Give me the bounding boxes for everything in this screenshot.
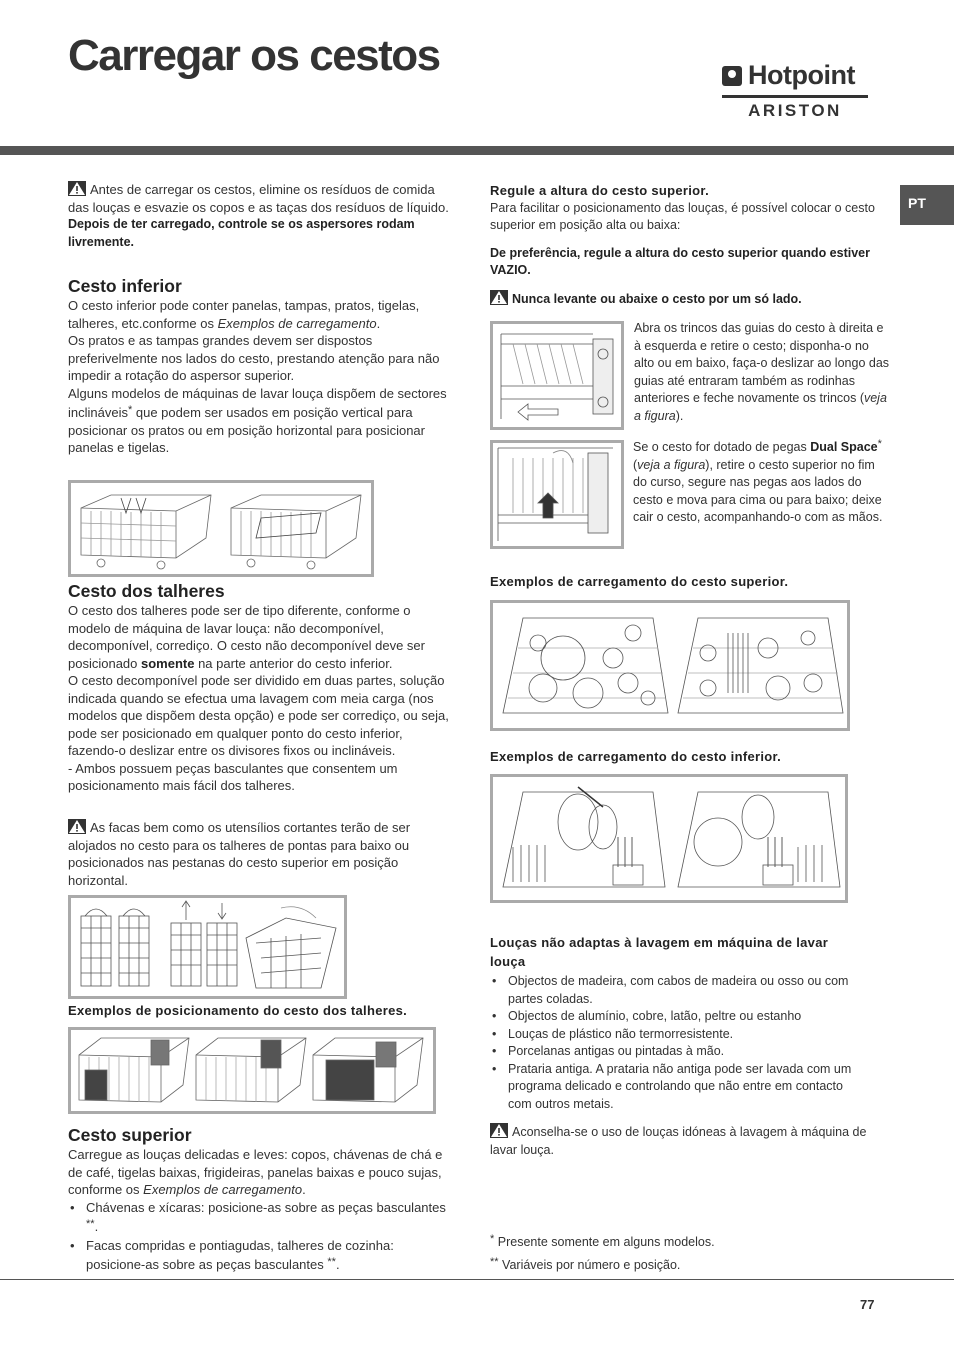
adjust-section (490, 182, 890, 308)
upper-b1-end: . (94, 1219, 99, 1234)
fig2-star: * (877, 438, 882, 450)
fig1-text: Abra os trincos das guias do cesto à direita e à esquerda e retire o cesto; disponha-o no alto ou em baixo, faça-o deslizar ao longo das guias até entraram também as rodinhas anteriores e feche novamente os trincos ( (634, 321, 890, 405)
page-number: 77 (860, 1297, 875, 1312)
upper-b2-star: ** (327, 1256, 336, 1268)
rail-latch-text (634, 320, 892, 425)
upper-examples-caption (490, 573, 890, 591)
lower-basket-figure (68, 480, 374, 577)
footnote1-text: Presente somente em alguns modelos. (497, 1235, 715, 1249)
cutlery-caption (68, 1002, 468, 1020)
logo-brand: Hotpoint (748, 60, 855, 91)
upper-b1-text: Chávenas e xícaras: posicione-as sobre as peças basculantes (86, 1199, 446, 1215)
intro-section (68, 181, 453, 251)
logo-mark-icon (722, 66, 742, 86)
fig2-text-bold: Dual Space (810, 440, 878, 454)
cutlery-warn-text: As facas bem como os utensílios cortantes terão de ser alojados no cesto para os talheres de pontas para baixo ou posicionados nas pestanas do cesto superior em posição horizontal. (68, 820, 411, 888)
upper-bullet-1 (68, 1199, 453, 1236)
cutlery-p2: O cesto decomponível pode ser dividido em duas partes, solução indicada quando se efectua uma lavagem com meia carga (nos modelos que dispõem desta opção) e pode ser corrediço, ou seja, pode ser posicionado em qualquer ponto do cesto inferior, fazendo-o deslizar entre os divisores fixos ou inclináveis. (68, 673, 449, 758)
cutlery-basket-heading: Cesto dos talheres (68, 581, 225, 601)
rail-latch-figure (490, 321, 624, 430)
warning-icon (490, 1123, 508, 1138)
fig2-text-b: ( (633, 457, 638, 472)
unsuitable-item: • Prataria antiga. A prataria não antiga pode ser lavada com um programa delicado e controlando que não entre em contacto com outros metais. (490, 1061, 865, 1114)
lower-examples-caption (490, 748, 890, 766)
unsuitable-heading: Louças não adaptas à lavagem em máquina de lavar louça (490, 935, 829, 969)
unsuitable-item: • Objectos de alumínio, cobre, latão, peltre ou estanho (490, 1008, 865, 1026)
upper-bullet-2 (68, 1237, 453, 1274)
upper-basket-examples-figure (490, 600, 850, 731)
unsuitable-list (490, 973, 865, 1113)
fig2-text-c: ), retire o cesto superior no fim do curso, segure nas pegas aos lados do cesto e mova para cima ou para baixo; deixe cair o cesto, acompanhando-o com as mãos. (633, 457, 883, 524)
upper-basket-heading: Cesto superior (68, 1125, 192, 1145)
lower-basket-examples-figure (490, 774, 848, 903)
footnotes (490, 1231, 890, 1274)
upper-basket-section (68, 1124, 453, 1274)
lower-p3-star: * (127, 404, 133, 416)
hotpoint-ariston-logo (722, 60, 868, 124)
cutlery-position-figure (68, 1027, 436, 1114)
cutlery-p1-b: na parte anterior do cesto inferior. (194, 655, 393, 671)
adjust-warn: Nunca levante ou abaixe o cesto por um só lado. (512, 291, 802, 306)
warning-icon (490, 290, 508, 305)
intro-bold: Depois de ter carregado, controle se os aspersores rodam livremente. (68, 217, 415, 249)
unsuitable-item: • Objectos de madeira, com cabos de madeira ou osso ou com partes coladas. (490, 973, 865, 1008)
page-title: Carregar os cestos (68, 31, 440, 80)
lower-p3: Alguns modelos de máquinas de lavar louça dispõem de sectores inclináveis (68, 385, 447, 420)
lower-p1: O cesto inferior pode conter panelas, tampas, pratos, tigelas, talheres, etc.conforme os (68, 298, 420, 331)
upper-p1-end: . (302, 1182, 306, 1197)
cutlery-p3: - Ambos possuem peças basculantes que consentem um posicionamento mais fácil dos talheres. (68, 760, 398, 793)
advice-section (490, 1123, 890, 1159)
adjust-bold: De preferência, regule a altura do cesto superior quando estiver VAZIO. (490, 245, 870, 277)
upper-b2-text: Facas compridas e pontiagudas, talheres de cozinha: posicione-as sobre as peças basculantes (86, 1237, 394, 1272)
adjust-text: Para facilitar o posicionamento das louças, é possível colocar o cesto superior em posição alta ou baixa: (490, 200, 875, 232)
unsuitable-item: • Porcelanas antigas ou pintadas à mão. (490, 1043, 865, 1061)
fig2-text-italic: veja a figura (637, 457, 706, 472)
cutlery-basket-figure (68, 895, 347, 999)
upper-p1: Carregue as louças delicadas e leves: copos, chávenas de chá e de café, tigelas baixas, frigideiras, panelas baixas e pouco sujas, conforme os (68, 1147, 443, 1197)
upper-p1-link: Exemplos de carregamento (143, 1182, 303, 1197)
language-tab: PT (900, 185, 954, 225)
cutlery-basket-section (68, 580, 453, 795)
logo-sub: ARISTON (748, 101, 842, 120)
lower-basket-heading: Cesto inferior (68, 276, 182, 296)
cutlery-p1: O cesto dos talheres pode ser de tipo diferente, conforme o modelo de máquina de lavar louça: não decomponível, decomponível, corrediço. O cesto não decomponível deve ser posicionado (68, 603, 425, 671)
advice-text: Aconselha-se o uso de louças idóneas à lavagem à máquina de lavar louça. (490, 1125, 867, 1157)
upper-examples-caption-text: Exemplos de carregamento do cesto superior. (490, 574, 789, 589)
footnote2-text: Variáveis por número e posição. (502, 1257, 681, 1272)
lower-p2: Os pratos e as tampas grandes devem ser dispostos preferivelmente nos lados do cesto, prestando atenção para não impedir a rotação do aspersor superior. (68, 333, 440, 383)
dual-space-figure (490, 440, 624, 549)
lower-examples-caption-text: Exemplos de carregamento do cesto inferior. (490, 749, 782, 764)
fig1-text-end: ). (675, 408, 684, 423)
fig2-text: Se o cesto for dotado de pegas (633, 440, 811, 454)
warning-icon (68, 819, 86, 834)
lower-basket-section (68, 275, 453, 457)
cutlery-caption-text: Exemplos de posicionamento do cesto dos talheres. (68, 1003, 408, 1018)
footer-divider (0, 1279, 954, 1280)
footnote2-mark: ** (490, 1255, 499, 1268)
unsuitable-section (490, 933, 865, 1113)
lower-p1-end: . (376, 315, 381, 331)
header-divider (0, 146, 954, 155)
cutlery-p1-bold: somente (141, 655, 195, 671)
fig1-text-italic: veja a figura (634, 391, 887, 423)
dual-space-text (633, 436, 891, 527)
cutlery-warning (68, 819, 453, 889)
adjust-heading: Regule a altura do cesto superior. (490, 183, 709, 198)
lower-p1-link: Exemplos de carregamento (217, 315, 377, 331)
warning-icon (68, 181, 86, 196)
lower-p3-b: que podem ser usados em posição vertical para posicionar os pratos ou em posição horizontal para posicionar panelas e tigelas. (68, 405, 425, 455)
intro-text: Antes de carregar os cestos, elimine os resíduos de comida das louças e esvazie os copos e as taças dos resíduos de líquido. (68, 182, 449, 215)
upper-b2-end: . (335, 1257, 340, 1272)
unsuitable-item: • Louças de plástico não termorresistente. (490, 1026, 865, 1044)
upper-b1-star: ** (86, 1218, 95, 1230)
footnote1-mark: * (490, 1233, 495, 1245)
